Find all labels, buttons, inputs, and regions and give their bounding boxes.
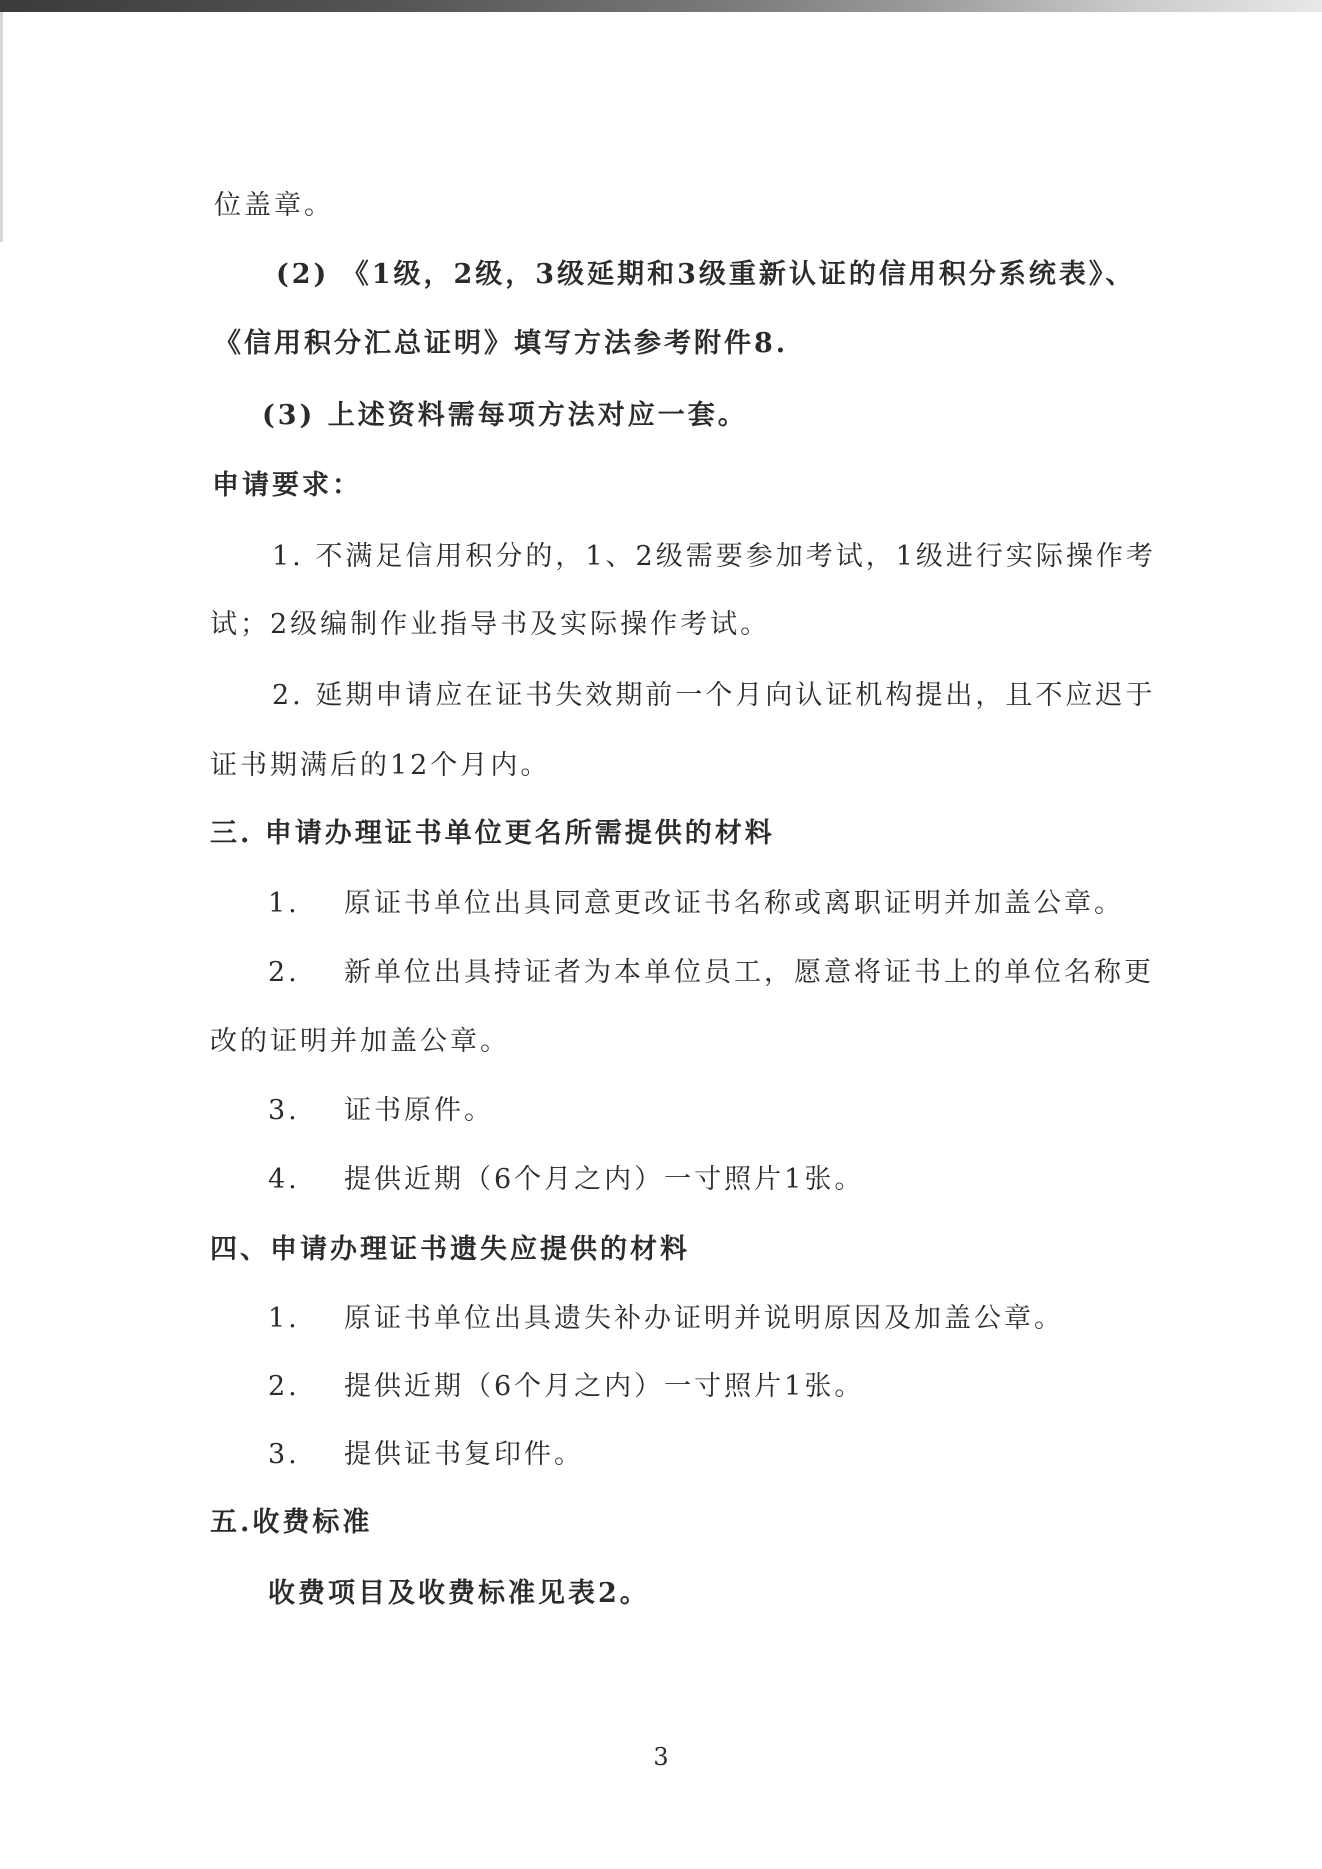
list-number: 4.: [268, 1164, 300, 1195]
body-line: 1. 不满足信用积分的，1、2级需要参加考试，1级进行实际操作考: [272, 541, 1156, 572]
body-line: 位盖章。: [214, 190, 334, 221]
list-number: 1.: [268, 1303, 300, 1334]
section-heading: 申请要求：: [212, 470, 362, 501]
list-text: 提供近期（6个月之内）一寸照片1张。: [344, 1164, 865, 1195]
body-line: 《信用积分汇总证明》填写方法参考附件8.: [214, 328, 789, 359]
list-text: 原证书单位出具遗失补办证明并说明原因及加盖公章。: [344, 1303, 1064, 1334]
scan-edge-top: [0, 0, 1322, 12]
list-number: 3.: [268, 1095, 300, 1126]
page-number: 3: [653, 1743, 669, 1771]
section-heading: 五.收费标准: [210, 1507, 373, 1538]
section-heading: 三. 申请办理证书单位更名所需提供的材料: [210, 818, 775, 849]
body-line: 收费项目及收费标准见表2。: [268, 1578, 650, 1609]
section-heading: 四、申请办理证书遗失应提供的材料: [210, 1234, 690, 1265]
list-text: 提供近期（6个月之内）一寸照片1张。: [344, 1371, 865, 1402]
list-text: 新单位出具持证者为本单位员工，愿意将证书上的单位名称更: [344, 957, 1154, 988]
list-number: 3.: [268, 1439, 300, 1470]
list-item: [268, 1435, 584, 1475]
list-text: 提供证书复印件。: [344, 1439, 584, 1470]
body-line: (3) 上述资料需每项方法对应一套。: [262, 400, 748, 431]
list-item: [268, 1160, 864, 1200]
list-item: [268, 884, 1124, 924]
list-item: [268, 1299, 1064, 1339]
body-line: (2) 《1级，2级，3级延期和3级重新认证的信用积分系统表》、: [276, 259, 1136, 290]
list-number: 2.: [268, 957, 300, 988]
body-line: 证书期满后的12个月内。: [210, 750, 551, 781]
body-line: 试；2级编制作业指导书及实际操作考试。: [210, 609, 771, 640]
scan-edge-left: [0, 12, 3, 242]
list-item: [268, 1367, 864, 1407]
list-number: 1.: [268, 888, 300, 919]
list-number: 2.: [268, 1371, 300, 1402]
list-text: 证书原件。: [344, 1095, 494, 1126]
body-line: 改的证明并加盖公章。: [210, 1026, 510, 1057]
list-item: [268, 1091, 494, 1131]
list-item: [268, 953, 1154, 993]
body-line: 2. 延期申请应在证书失效期前一个月向认证机构提出，且不应迟于: [272, 680, 1156, 711]
list-text: 原证书单位出具同意更改证书名称或离职证明并加盖公章。: [344, 888, 1124, 919]
